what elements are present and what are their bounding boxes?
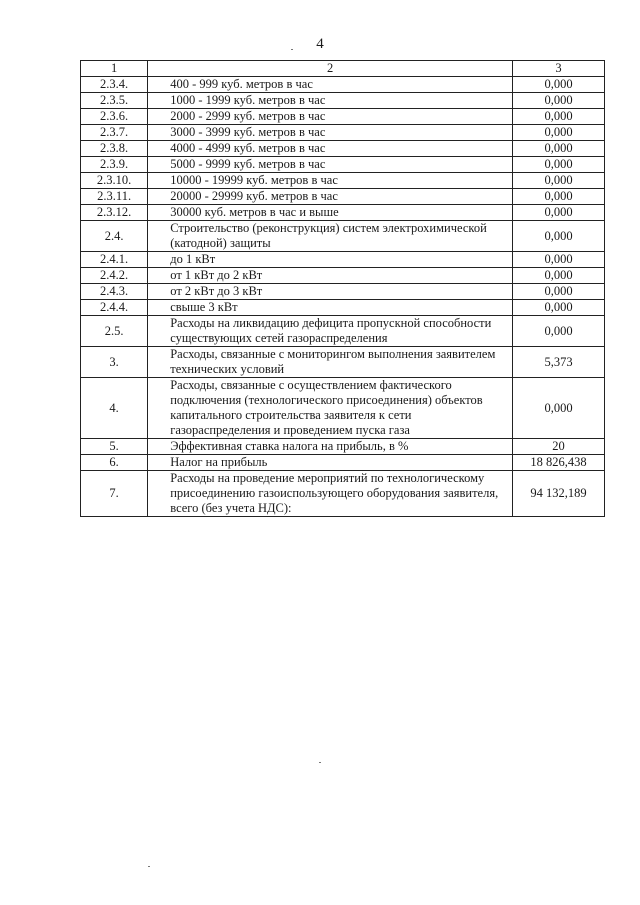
table-row — [81, 347, 605, 378]
row-number: 2.4. — [81, 221, 148, 252]
row-description: 3000 - 3999 куб. метров в час — [148, 125, 513, 141]
row-description: Расходы на ликвидацию дефицита пропускной способности существующих сетей газораспределения — [148, 316, 513, 347]
row-value: 0,000 — [513, 221, 605, 252]
row-value: 0,000 — [513, 157, 605, 173]
row-value: 0,000 — [513, 284, 605, 300]
row-description: 20000 - 29999 куб. метров в час — [148, 189, 513, 205]
row-number: 7. — [81, 471, 148, 517]
row-description: 30000 куб. метров в час и выше — [148, 205, 513, 221]
row-number: 2.4.3. — [81, 284, 148, 300]
row-value: 0,000 — [513, 77, 605, 93]
row-value: 5,373 — [513, 347, 605, 378]
row-description: 4000 - 4999 куб. метров в час — [148, 141, 513, 157]
row-description: Эффективная ставка налога на прибыль, в % — [148, 439, 513, 455]
row-number: 2.3.12. — [81, 205, 148, 221]
row-number: 2.3.6. — [81, 109, 148, 125]
header-col-3: 3 — [513, 61, 605, 77]
table-row — [81, 252, 605, 268]
row-value: 0,000 — [513, 109, 605, 125]
row-number: 2.3.10. — [81, 173, 148, 189]
row-number: 2.3.7. — [81, 125, 148, 141]
row-description: 2000 - 2999 куб. метров в час — [148, 109, 513, 125]
row-description: от 1 кВт до 2 кВт — [148, 268, 513, 284]
row-description: от 2 кВт до 3 кВт — [148, 284, 513, 300]
row-description: 1000 - 1999 куб. метров в час — [148, 93, 513, 109]
table-row — [81, 173, 605, 189]
table-row — [81, 125, 605, 141]
header-col-1: 1 — [81, 61, 148, 77]
row-value: 18 826,438 — [513, 455, 605, 471]
row-number: 2.3.8. — [81, 141, 148, 157]
row-value: 94 132,189 — [513, 471, 605, 517]
row-value: 0,000 — [513, 125, 605, 141]
row-number: 2.4.4. — [81, 300, 148, 316]
row-number: 2.5. — [81, 316, 148, 347]
scan-speck — [148, 866, 150, 867]
table-header-row — [81, 61, 605, 77]
table-row — [81, 157, 605, 173]
cost-table-body — [81, 61, 605, 517]
row-number: 6. — [81, 455, 148, 471]
row-description: 5000 - 9999 куб. метров в час — [148, 157, 513, 173]
row-value: 20 — [513, 439, 605, 455]
table-row — [81, 316, 605, 347]
row-value: 0,000 — [513, 316, 605, 347]
row-description: 10000 - 19999 куб. метров в час — [148, 173, 513, 189]
row-description: Расходы, связанные с мониторингом выполнения заявителем технических условий — [148, 347, 513, 378]
row-value: 0,000 — [513, 300, 605, 316]
row-value: 0,000 — [513, 378, 605, 439]
table-row — [81, 93, 605, 109]
row-number: 2.3.4. — [81, 77, 148, 93]
row-number: 2.3.11. — [81, 189, 148, 205]
scan-speck — [319, 762, 321, 763]
scan-speck — [291, 49, 293, 50]
row-number: 2.3.9. — [81, 157, 148, 173]
row-number: 4. — [81, 378, 148, 439]
table-row — [81, 221, 605, 252]
header-col-2: 2 — [148, 61, 513, 77]
table-row — [81, 268, 605, 284]
table-row — [81, 455, 605, 471]
row-description: свыше 3 кВт — [148, 300, 513, 316]
row-description: до 1 кВт — [148, 252, 513, 268]
row-number: 2.4.2. — [81, 268, 148, 284]
table-row — [81, 205, 605, 221]
table-row — [81, 284, 605, 300]
row-description: Налог на прибыль — [148, 455, 513, 471]
row-description: Строительство (реконструкция) систем электрохимической (катодной) защиты — [148, 221, 513, 252]
table-row — [81, 300, 605, 316]
row-value: 0,000 — [513, 189, 605, 205]
row-value: 0,000 — [513, 141, 605, 157]
table-row — [81, 141, 605, 157]
row-number: 2.4.1. — [81, 252, 148, 268]
row-value: 0,000 — [513, 205, 605, 221]
row-description: 400 - 999 куб. метров в час — [148, 77, 513, 93]
table-row — [81, 378, 605, 439]
row-value: 0,000 — [513, 93, 605, 109]
table-row — [81, 471, 605, 517]
row-description: Расходы, связанные с осуществлением фактического подключения (технологического присоединения) объектов капитального строительства заявителя к сети газораспределения и проведением пуска газа — [148, 378, 513, 439]
table-row — [81, 439, 605, 455]
table-row — [81, 189, 605, 205]
cost-table — [80, 60, 605, 517]
row-number: 5. — [81, 439, 148, 455]
page-number: 4 — [316, 36, 324, 52]
row-number: 3. — [81, 347, 148, 378]
table-row — [81, 77, 605, 93]
row-value: 0,000 — [513, 252, 605, 268]
row-description: Расходы на проведение мероприятий по технологическому присоединению газоиспользующего оборудования заявителя, всего (без учета НДС): — [148, 471, 513, 517]
row-number: 2.3.5. — [81, 93, 148, 109]
row-value: 0,000 — [513, 173, 605, 189]
table-row — [81, 109, 605, 125]
row-value: 0,000 — [513, 268, 605, 284]
